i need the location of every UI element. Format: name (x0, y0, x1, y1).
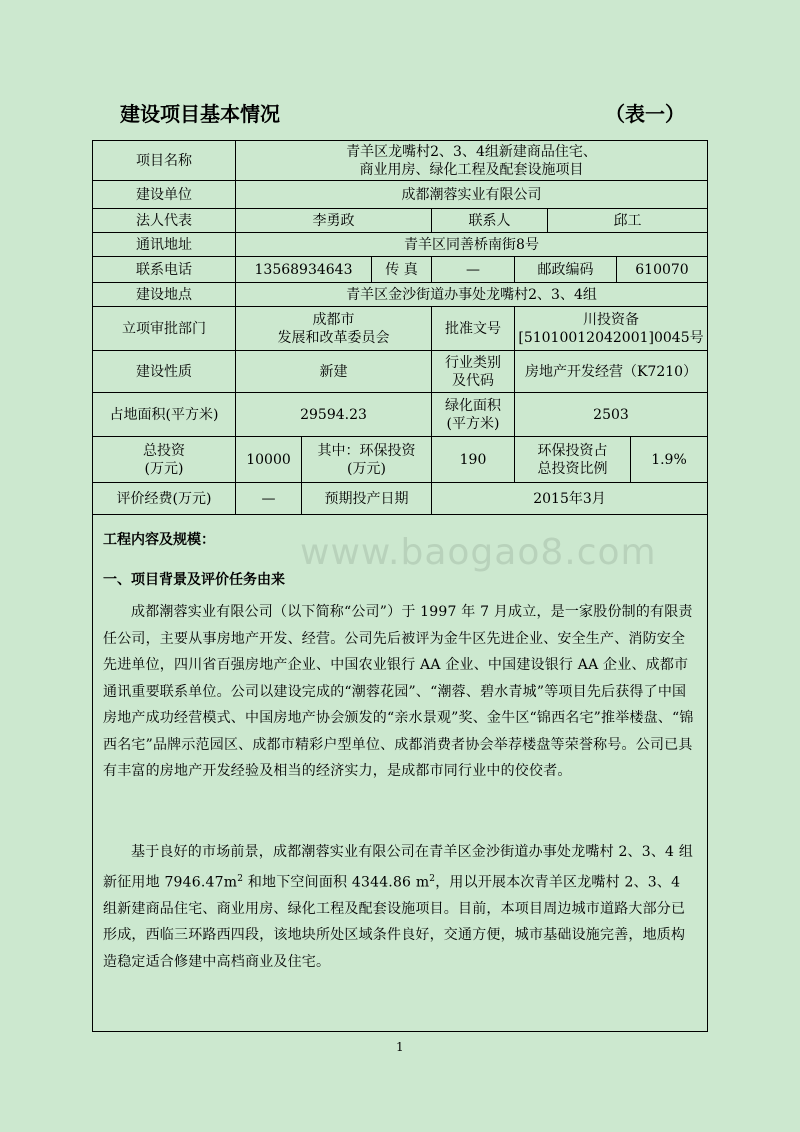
env-ratio-value: 1.9% (631, 437, 707, 483)
paragraph-project-background: 基于良好的市场前景，成都潮蓉实业有限公司在青羊区金沙街道办事处龙嘴村 2、3、4 组新征用地 $7946.47m^2$ 和地下空间面积 4344.86 $m^2$，用以开展本次青羊区龙嘴村 2、3、4 组新建商品住宅、商业用房、绿化工程及配套设施项目。目前，本项目周边城市道路大部分已形成，西临三环路西四段，该地块所处区域条件良好，交通方便，城市基础设施完善，地质构造稳定适合修建中高档商业及住宅。 (103, 844, 694, 970)
watermark: www.baogao8.com (300, 532, 657, 573)
approval-no-label: 批准文号 (432, 307, 515, 351)
project-name-label: 项目名称 (93, 141, 236, 181)
phone-label: 联系电话 (93, 257, 236, 283)
env-invest-value: 190 (432, 437, 515, 483)
contact-label: 联系人 (432, 209, 548, 233)
green-area-value: 2503 (515, 393, 707, 437)
invest-label: 总投资 (万元) (93, 437, 236, 483)
nature-label: 建设性质 (93, 351, 236, 393)
green-area-label: 绿化面积 (平方米) (432, 393, 515, 437)
contact-value: 邱工 (548, 209, 707, 233)
builder-value: 成都潮蓉实业有限公司 (236, 181, 707, 209)
fax-label: 传 真 (372, 257, 432, 283)
section-heading: 一、项目背景及评价任务由来 (103, 572, 285, 588)
paragraph-company-background: 成都潮蓉实业有限公司（以下简称“公司”）于 1997 年 7 月成立，是一家股份制的有限责任公司，主要从事房地产开发、经营。公司先后被评为金牛区先进企业、安全生产、消防安全先进单位，四川省百强房地产企业、中国农业银行 AA 企业、中国建设银行 AA 企业、成都市通讯重要联系单位。公司以建设完成的“潮蓉花园”、“潮蓉、碧水青城”等项目先后获得了中国房地产成功经营模式、中国房地产协会颁发的“亲水景观”奖、金牛区“锦西名宅”推举楼盘、“锦西名宅”品牌示范园区、成都市精彩户型单位、成都消费者协会举荐楼盘等荣誉称号。公司已具有丰富的房地产开发经验及相当的经济实力，是成都市同行业中的佼佼者。 (103, 604, 694, 779)
start-date-value: 2015年3月 (432, 483, 707, 515)
approval-no-value: 川投资备 [51010012042001]0045号 (515, 307, 707, 351)
site-label: 建设地点 (93, 283, 236, 307)
approval-dept-value: 成都市 发展和改革委员会 (236, 307, 432, 351)
eval-fee-value: — (236, 483, 302, 515)
invest-value: 10000 (236, 437, 302, 483)
address-value: 青羊区同善桥南街8号 (236, 233, 707, 257)
table-number: （表一） (605, 102, 685, 126)
content-heading: 工程内容及规模： (103, 532, 215, 548)
eval-fee-label: 评价经费(万元) (93, 483, 236, 515)
area-label: 占地面积(平方米) (93, 393, 236, 437)
postcode-label: 邮政编码 (515, 257, 617, 283)
project-name-value: 青羊区龙嘴村2、3、4组新建商品住宅、 商业用房、绿化工程及配套设施项目 (236, 141, 707, 181)
approval-dept-label: 立项审批部门 (93, 307, 236, 351)
page-number: 1 (396, 1040, 404, 1054)
fax-value: — (432, 257, 515, 283)
industry-label: 行业类别 及代码 (432, 351, 515, 393)
area-value: 29594.23 (236, 393, 432, 437)
address-label: 通讯地址 (93, 233, 236, 257)
postcode-value: 610070 (617, 257, 707, 283)
info-table (92, 140, 708, 1032)
env-invest-label: 其中：环保投资 (万元) (302, 437, 432, 483)
site-value: 青羊区金沙街道办事处龙嘴村2、3、4组 (236, 283, 707, 307)
title-row (120, 98, 685, 126)
env-ratio-label: 环保投资占 总投资比例 (515, 437, 631, 483)
phone-value: 13568934643 (236, 257, 372, 283)
legal-rep-value: 李勇政 (236, 209, 432, 233)
nature-value: 新建 (236, 351, 432, 393)
page-title: 建设项目基本情况 (120, 102, 280, 126)
industry-value: 房地产开发经营（K7210） (515, 351, 707, 393)
builder-label: 建设单位 (93, 181, 236, 209)
start-date-label: 预期投产日期 (302, 483, 432, 515)
legal-rep-label: 法人代表 (93, 209, 236, 233)
